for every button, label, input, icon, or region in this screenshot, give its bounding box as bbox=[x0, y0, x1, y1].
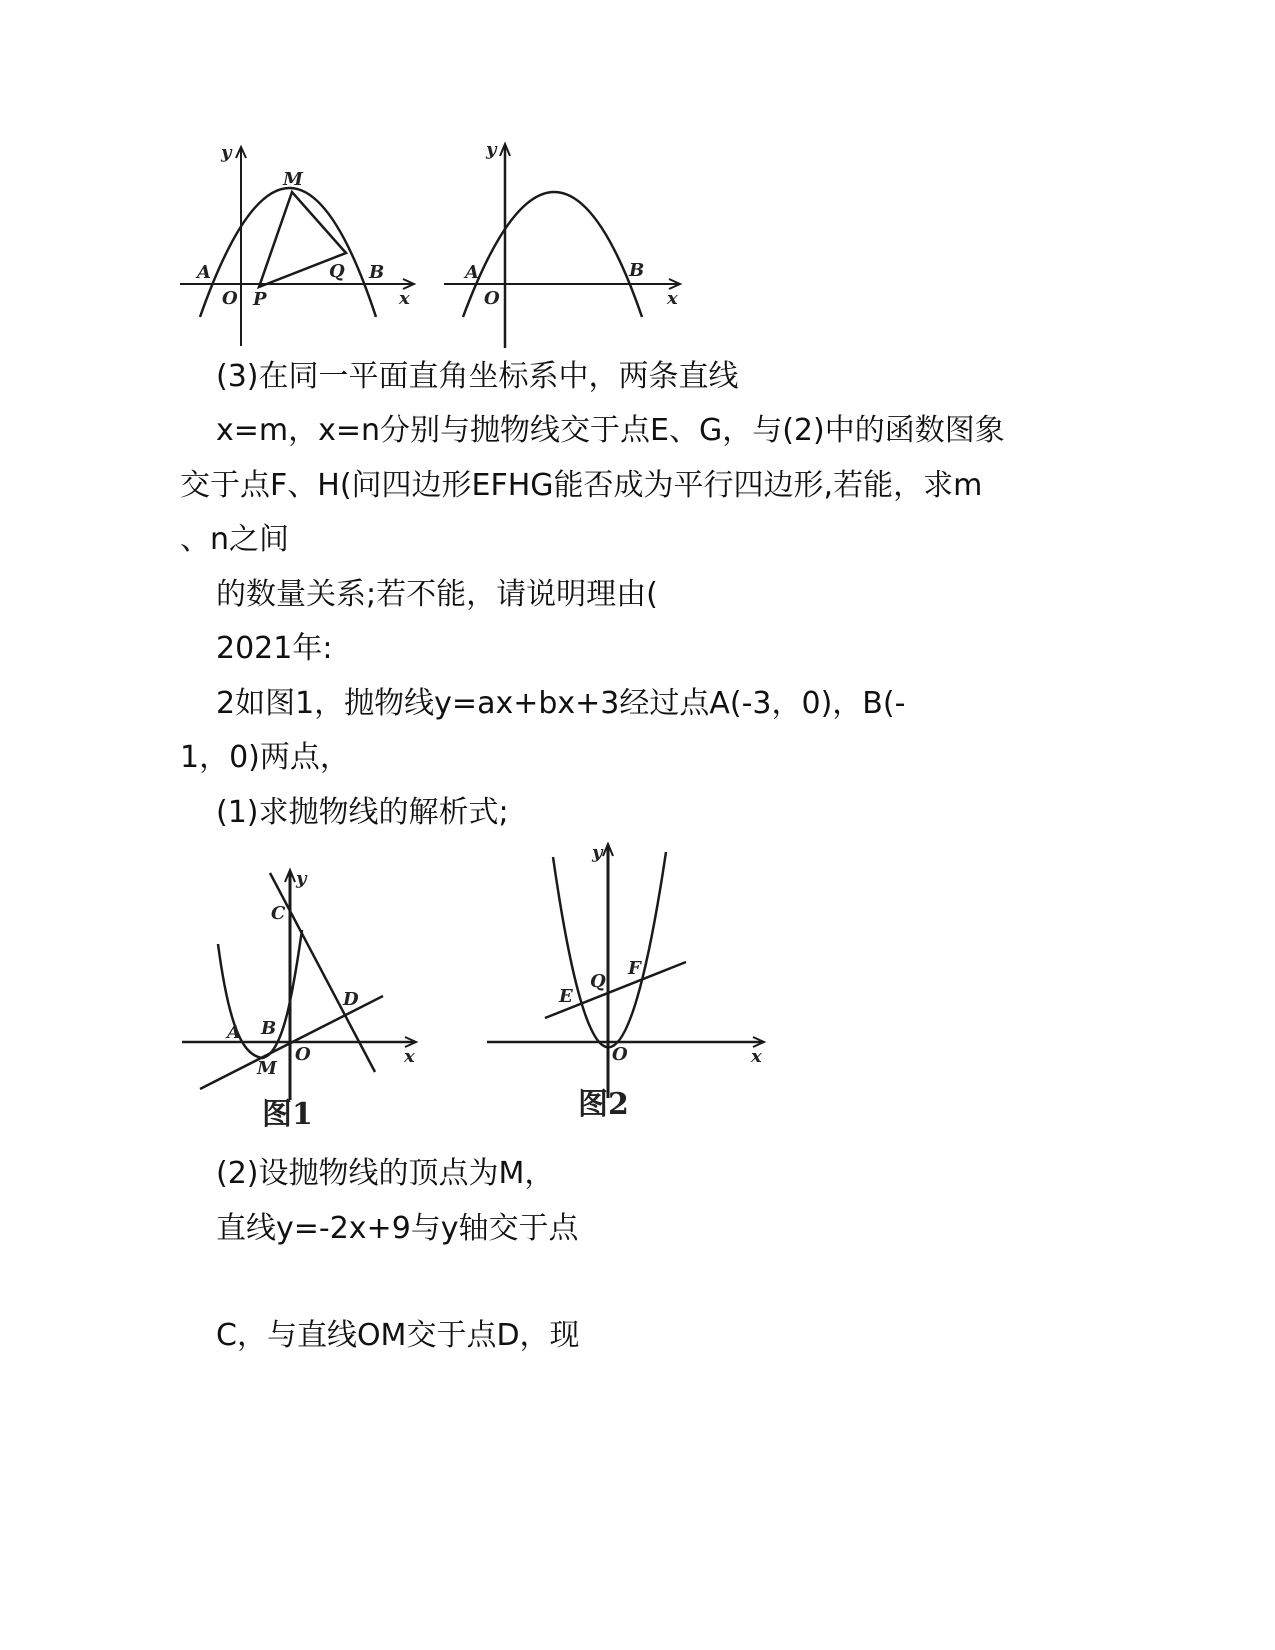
label-e: E bbox=[559, 986, 573, 1007]
label-a: A bbox=[465, 262, 479, 283]
label-f: F bbox=[628, 958, 641, 979]
text-line-5: 的数量关系;若不能，请说明理由( bbox=[216, 577, 658, 612]
label-x: x bbox=[399, 288, 410, 309]
label-b: B bbox=[629, 260, 645, 281]
label-o: O bbox=[295, 1044, 311, 1065]
figure-2-caption: 图2 bbox=[578, 1087, 629, 1122]
label-q: Q bbox=[590, 971, 606, 992]
text-line-10: (2)设抛物线的顶点为M， bbox=[216, 1156, 555, 1191]
label-x: x bbox=[404, 1046, 415, 1067]
label-b: B bbox=[369, 262, 385, 283]
label-x: x bbox=[751, 1046, 762, 1067]
label-o: O bbox=[484, 288, 500, 309]
label-m: M bbox=[283, 169, 303, 190]
text-line-12: C，与直线OM交于点D，现 bbox=[216, 1318, 580, 1353]
label-m: M bbox=[257, 1058, 277, 1079]
text-line-4: 、n之间 bbox=[180, 522, 290, 557]
text-line-9: (1)求抛物线的解析式; bbox=[216, 795, 509, 830]
text-line-7: 2如图1，抛物线y=ax+bx+3经过点A(-3，0)，B(- bbox=[216, 686, 906, 721]
label-p: P bbox=[253, 289, 267, 310]
label-y: y bbox=[296, 868, 307, 889]
label-o: O bbox=[222, 288, 238, 309]
figure-1-caption: 图1 bbox=[262, 1097, 313, 1132]
text-line-2: x=m，x=n分别与抛物线交于点E、G，与(2)中的函数图象 bbox=[216, 413, 1005, 448]
label-x: x bbox=[667, 288, 678, 309]
label-c: C bbox=[271, 903, 286, 924]
label-o: O bbox=[612, 1044, 628, 1065]
label-y: y bbox=[486, 139, 497, 160]
text-line-11: 直线y=-2x+9与y轴交于点 bbox=[216, 1211, 579, 1246]
label-a: A bbox=[197, 262, 211, 283]
label-y: y bbox=[592, 842, 603, 863]
label-d: D bbox=[343, 989, 359, 1010]
text-line-1: (3)在同一平面直角坐标系中，两条直线 bbox=[216, 359, 739, 394]
text-line-6: 2021年: bbox=[216, 631, 333, 666]
label-y: y bbox=[221, 142, 232, 163]
label-a: A bbox=[227, 1022, 241, 1043]
text-line-8: 1，0)两点， bbox=[180, 740, 350, 775]
text-line-3: 交于点F、H(问四边形EFHG能否成为平行四边形,若能，求m bbox=[180, 468, 983, 503]
label-b: B bbox=[261, 1018, 277, 1039]
label-q: Q bbox=[329, 261, 345, 282]
